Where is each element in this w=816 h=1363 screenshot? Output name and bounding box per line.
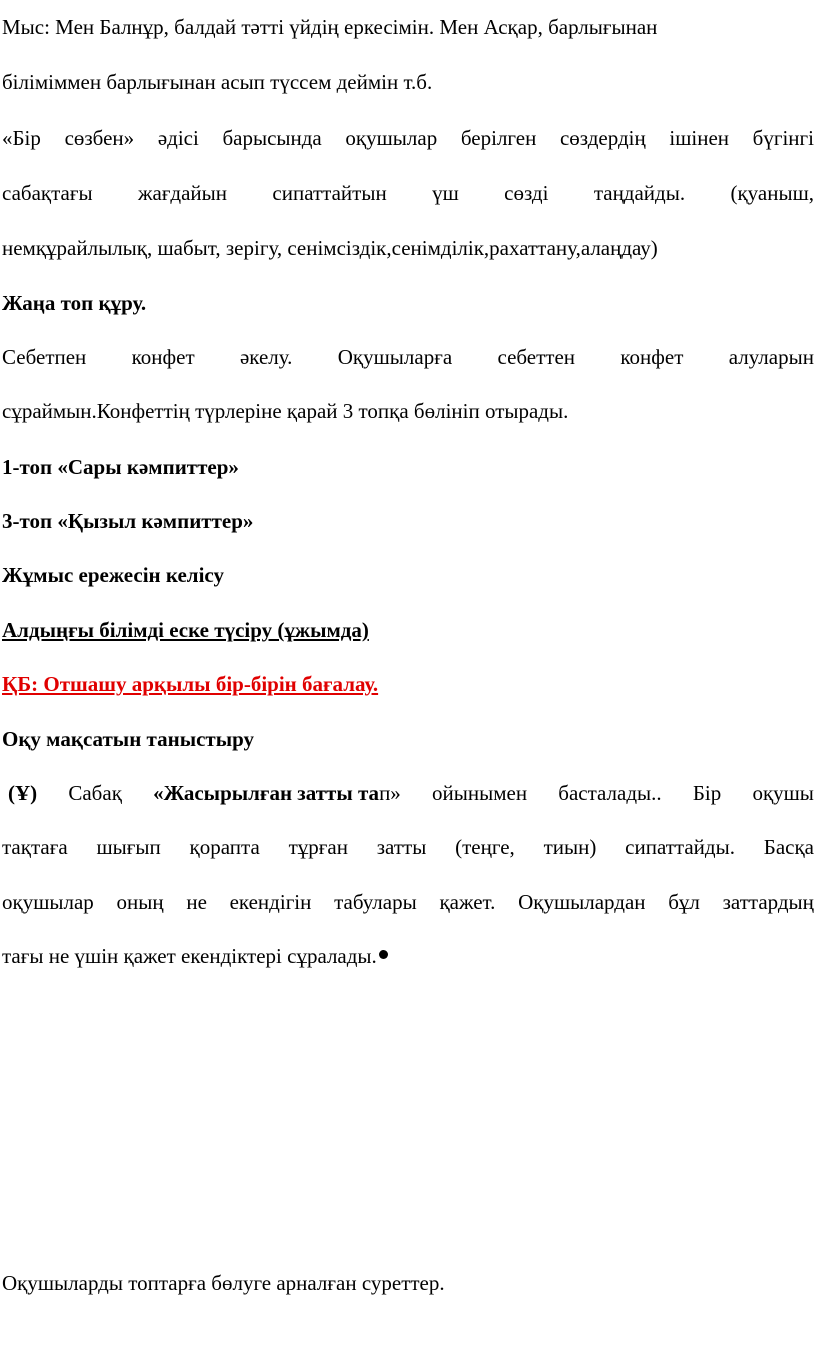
word: табулары <box>334 890 417 914</box>
word: таңдайды. <box>593 181 686 205</box>
word: ойынымен <box>432 781 528 805</box>
word: алуларын <box>728 345 814 369</box>
word: жағдайын <box>137 181 228 205</box>
group3-label: 3-топ «Қызыл кәмпиттер» <box>2 509 254 533</box>
para4-line2 <box>2 834 814 860</box>
word: конфет <box>620 345 684 369</box>
word: берілген <box>460 126 537 150</box>
word: Бір <box>692 781 722 805</box>
word: шығып <box>96 835 161 859</box>
word: (Ұ) <box>8 781 38 805</box>
heading-new-group: Жаңа топ құру. <box>2 291 147 315</box>
word: сөзді <box>504 181 549 205</box>
word: сипаттайтын <box>272 181 387 205</box>
para2-line2 <box>2 180 814 206</box>
word: Оқушылардан <box>518 890 646 914</box>
word: тұрған <box>288 835 348 859</box>
word: сөздердің <box>559 126 646 150</box>
word: Себетпен <box>2 345 87 369</box>
word: үш <box>432 181 459 205</box>
word: басталады.. <box>558 781 662 805</box>
word: Сабақ <box>68 781 122 805</box>
para4-line4 <box>2 943 814 969</box>
heading-assessment: ҚБ: Отшашу арқылы бір-бірін бағалау. <box>2 672 379 696</box>
word: бұл <box>668 890 700 914</box>
word: әдісі <box>157 126 199 150</box>
para1-line1: Мыс: Мен Балнұр, балдай тәтті үйдің еркесімін. Мен Асқар, барлығынан <box>2 15 658 39</box>
group1-label: 1-топ «Сары кәмпиттер» <box>2 455 239 479</box>
heading-objective: Оқу мақсатын таныстыру <box>2 727 255 751</box>
word: тақтаға <box>2 835 68 859</box>
bullet-dot-icon <box>379 950 388 959</box>
word: себеттен <box>497 345 576 369</box>
word: затты <box>376 835 427 859</box>
word: бүгінгі <box>752 126 814 150</box>
para4-line3 <box>2 889 814 915</box>
word <box>153 780 401 806</box>
game-name-bold: «Жасырылған затты та <box>153 781 380 805</box>
caption: Оқушыларды топтарға бөлуге арналған суреттер. <box>2 1271 445 1295</box>
para3-line1 <box>2 344 814 370</box>
word: «Бір <box>2 126 41 150</box>
heading-rules: Жұмыс ережесін келісу <box>2 563 224 587</box>
para2-line3: немқұрайлылық, шабыт, зерігу, сенімсіздік,сенімділік,рахаттану,алаңдау) <box>2 236 658 260</box>
word: (қуаныш, <box>730 181 814 205</box>
word: ішінен <box>669 126 730 150</box>
para4-line1 <box>8 780 814 806</box>
word: әкелу. <box>239 345 293 369</box>
para4-line4-text: тағы не үшін қажет екендіктері сұралады. <box>2 944 377 968</box>
word: барысында <box>222 126 322 150</box>
word: Оқушыларға <box>337 345 453 369</box>
word: қорапта <box>189 835 260 859</box>
game-name-end: п» <box>379 781 401 805</box>
word: сипаттайды. <box>625 835 735 859</box>
word: оқушылар <box>2 890 94 914</box>
word: сөзбен» <box>64 126 135 150</box>
para1-line2: біліміммен барлығынан асып түссем деймін т.б. <box>2 70 433 94</box>
word: оқушылар <box>345 126 438 150</box>
word: сабақтағы <box>2 181 93 205</box>
word: оның <box>116 890 164 914</box>
para2-line1 <box>2 125 814 151</box>
word: (теңге, <box>455 835 515 859</box>
word: қажет. <box>439 890 496 914</box>
word: оқушы <box>752 781 814 805</box>
heading-recall: Алдыңғы білімді еске түсіру (ұжымда) <box>2 618 369 642</box>
para3-line2: сұраймын.Конфеттің түрлеріне қарай 3 топқа бөлініп отырады. <box>2 399 569 423</box>
word: Басқа <box>763 835 814 859</box>
word: екендігін <box>229 890 312 914</box>
word: не <box>186 890 207 914</box>
word: заттардың <box>722 890 814 914</box>
word: конфет <box>131 345 195 369</box>
word: тиын) <box>543 835 597 859</box>
